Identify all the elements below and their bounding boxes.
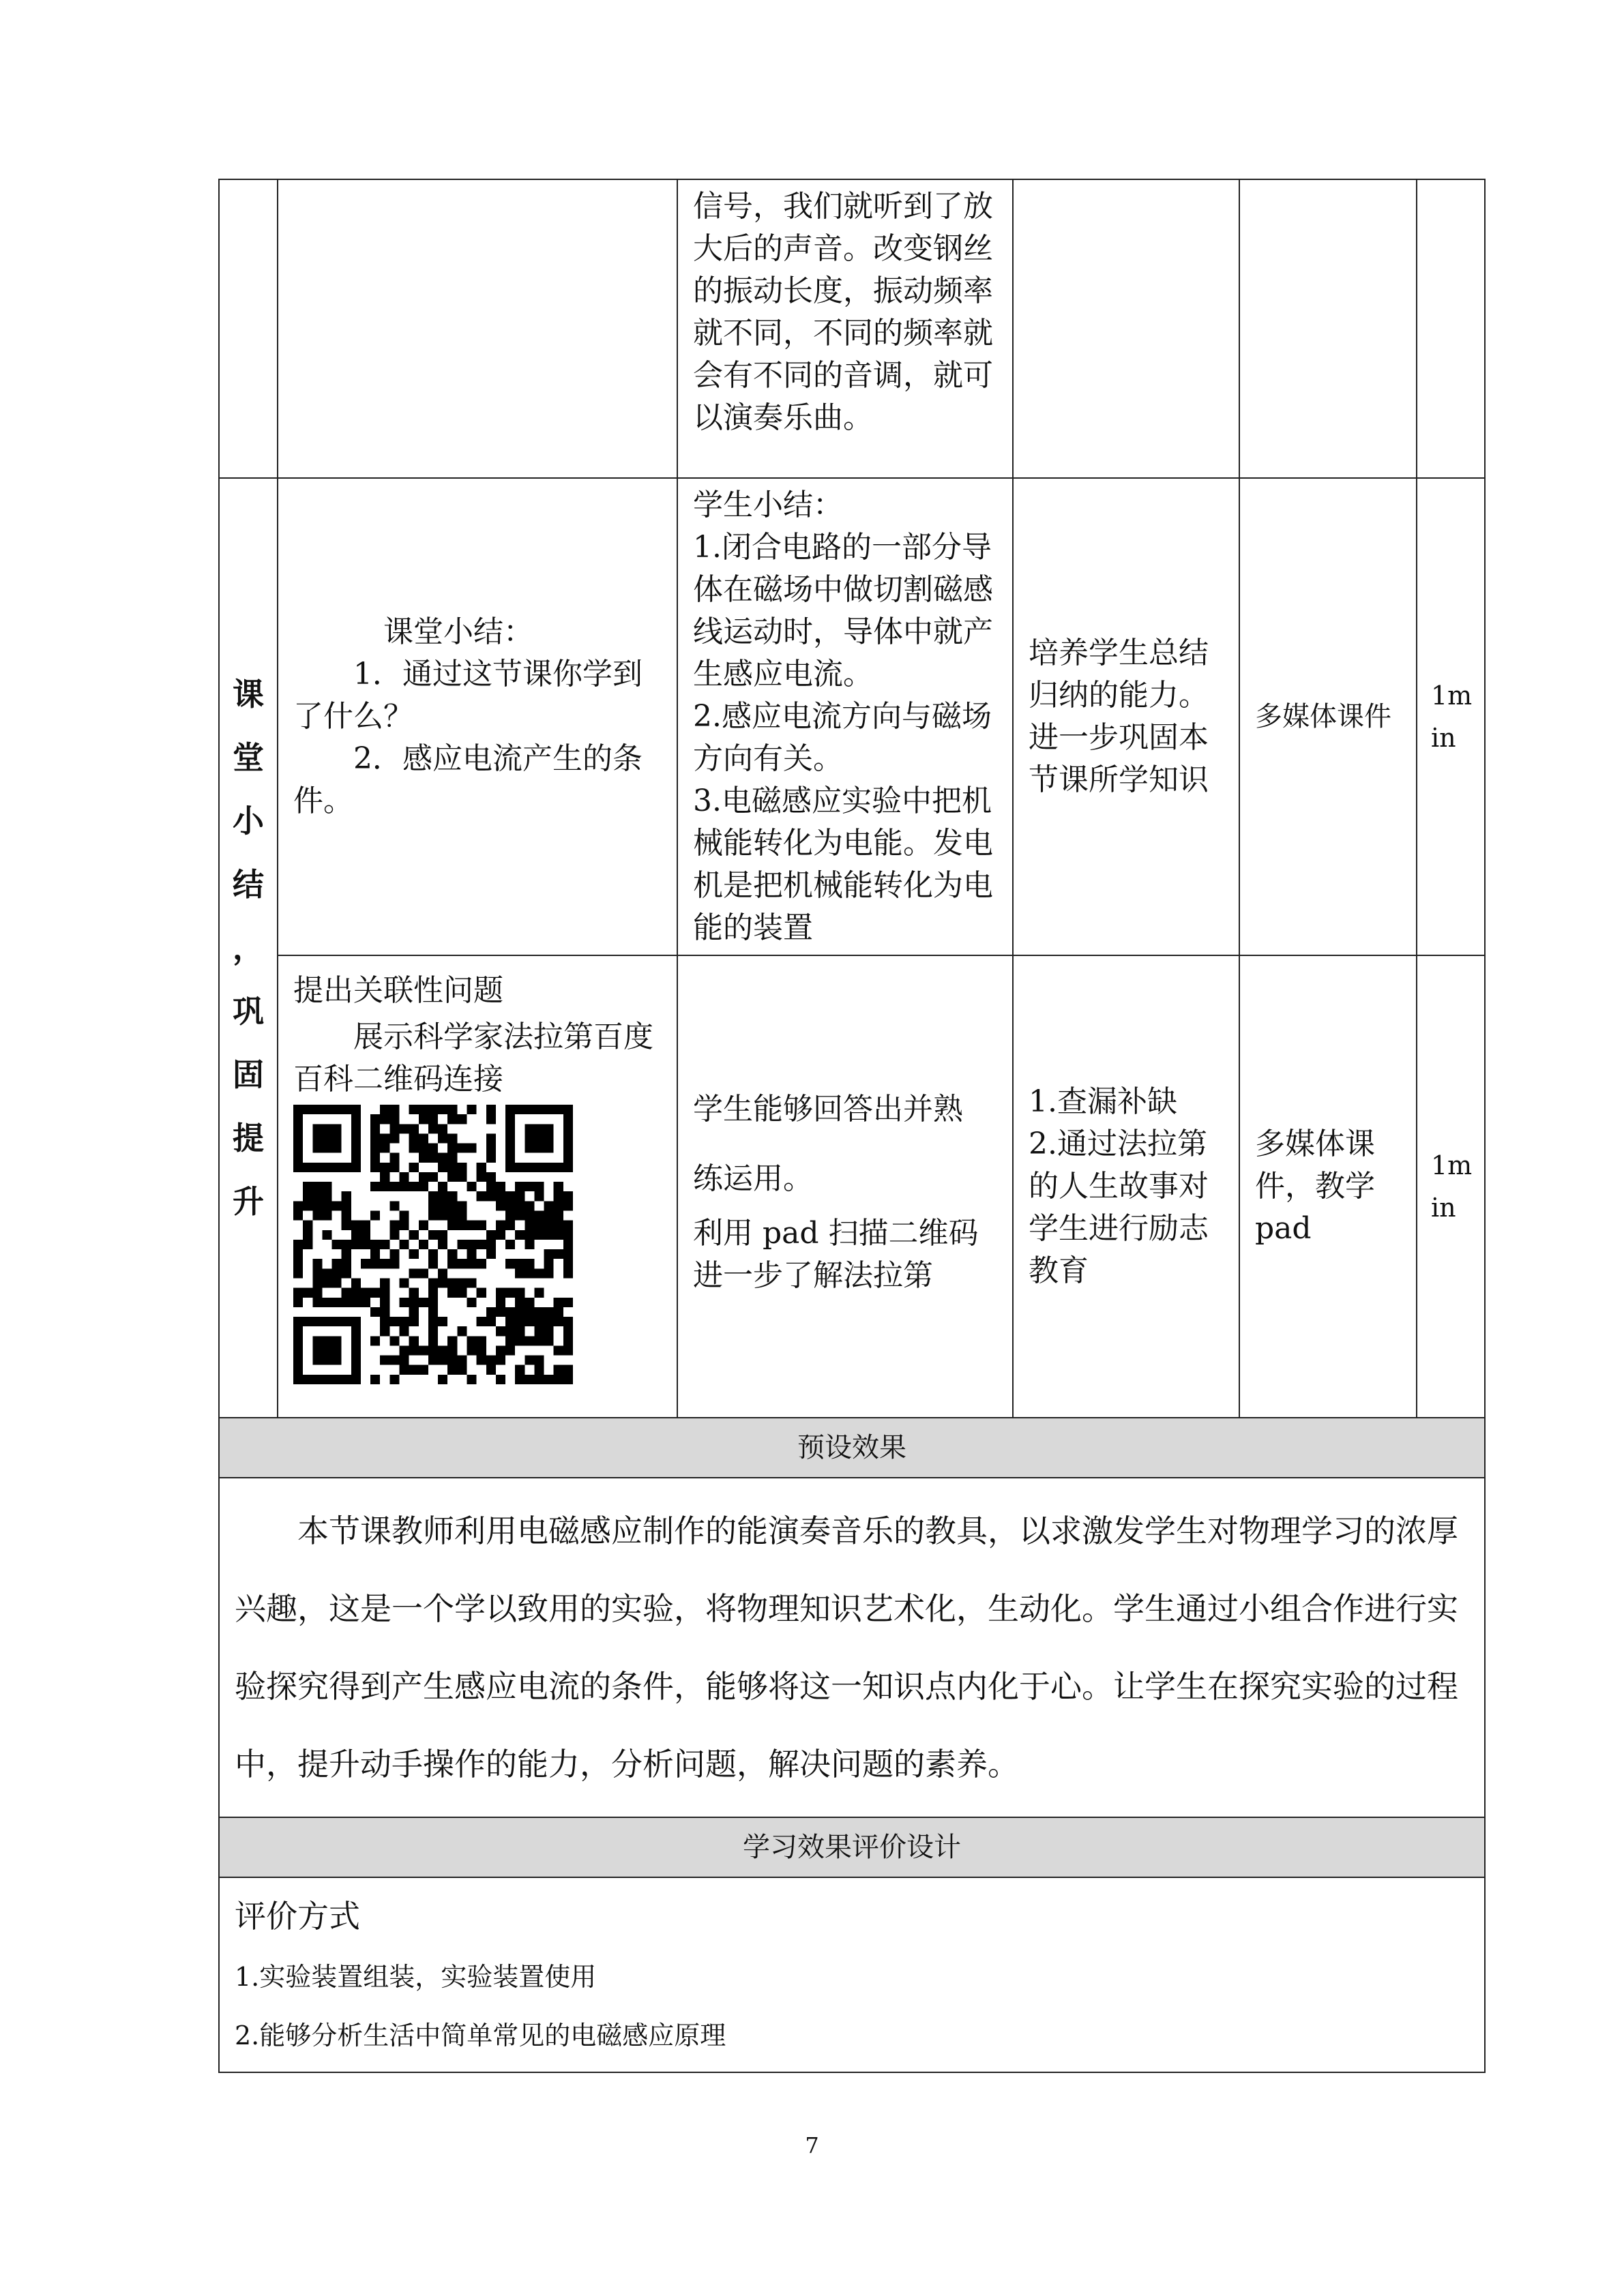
teacher-activity-cell	[278, 478, 677, 955]
intent-cell-empty	[1013, 179, 1239, 478]
evaluation-cell	[219, 1877, 1485, 2072]
preset-effect-text: 本节课教师利用电磁感应制作的能演奏音乐的教具，以求激发学生对物理学习的浓厚兴趣，这是一个学以致用的实验，将物理知识艺术化，生动化。学生通过小组合作进行实验探究得到产生感应电流的条件，能够将这一知识点内化于心。让学生在探究实验的过程中，提升动手操作的能力，分析问题，解决问题的素养。	[235, 1512, 1458, 1783]
summary-title: 课堂小结：	[383, 614, 533, 649]
student-answer-line-3: 利用 pad 扫描二维码进一步了解法拉第	[693, 1216, 979, 1293]
time-cell	[1417, 955, 1485, 1418]
teacher-activity-cell	[278, 955, 677, 1418]
student-activity-text: 信号，我们就听到了放大后的声音。改变钢丝的振动长度，振动频率就不同，不同的频率就会有不同的音调，就可以演奏乐曲。	[693, 189, 993, 435]
evaluation-item-2: 2.能够分析生活中简单常见的电磁感应原理	[235, 2021, 726, 2051]
student-summary-title: 学生小结：	[693, 488, 843, 522]
qr-code-icon	[293, 1105, 573, 1384]
intent-item-1: 1.查漏补缺	[1029, 1084, 1177, 1119]
media-cell	[1239, 478, 1417, 955]
intent-item-2: 2.通过法拉第的人生故事对学生进行励志教育	[1029, 1127, 1209, 1288]
stage-char: 课	[233, 675, 264, 713]
time-cell	[1417, 478, 1485, 955]
question-title: 提出关联性问题	[293, 973, 503, 1008]
preset-effect-header: 预设效果	[219, 1418, 1485, 1478]
student-summary-item-1: 1.闭合电路的一部分导体在磁场中做切割磁感线运动时，导体中就产生感应电流。	[693, 530, 993, 691]
table-row-header	[219, 1817, 1485, 1877]
evaluation-header: 学习效果评价设计	[219, 1817, 1485, 1877]
design-intent-cell	[1013, 478, 1239, 955]
stage-char: 小	[233, 802, 264, 839]
student-answer-line-2: 练运用。	[693, 1161, 813, 1196]
table-row-question	[219, 955, 1485, 1418]
student-summary-item-2: 2.感应电流方向与磁场方向有关。	[693, 699, 992, 776]
media-cell-empty	[1239, 179, 1417, 478]
design-intent-cell	[1013, 955, 1239, 1418]
stage-char: 结	[233, 865, 264, 903]
student-answer-line-1: 学生能够回答出并熟	[693, 1092, 963, 1127]
stage-cell-empty	[219, 179, 278, 478]
summary-question-1: 1．通过这节课你学到了什么？	[293, 657, 643, 734]
preset-effect-cell	[219, 1478, 1485, 1817]
student-activity-cell	[677, 179, 1013, 478]
student-activity-cell	[677, 478, 1013, 955]
lesson-plan-table	[218, 179, 1486, 2073]
teacher-cell-empty	[278, 179, 677, 478]
question-text: 展示科学家法拉第百度百科二维码连接	[293, 1019, 653, 1097]
stage-char: 堂	[233, 739, 264, 776]
table-row-header	[219, 1418, 1485, 1478]
media-text: 多媒体课件	[1255, 701, 1391, 732]
evaluation-item-1: 1.实验装置组装，实验装置使用	[235, 1962, 597, 1992]
stage-char: 升	[233, 1182, 264, 1220]
time-cell-empty	[1417, 179, 1485, 478]
page-number: 7	[805, 2132, 819, 2158]
media-text: 多媒体课件，教学 pad	[1255, 1127, 1375, 1246]
stage-char: 提	[233, 1119, 264, 1157]
evaluation-title: 评价方式	[235, 1898, 360, 1935]
time-text: 1min	[1431, 1150, 1473, 1223]
stage-char: 固	[233, 1056, 264, 1093]
stage-label	[220, 663, 277, 1234]
table-row-continuation	[219, 179, 1485, 478]
design-intent-text: 培养学生总结归纳的能力。进一步巩固本节课所学知识	[1029, 636, 1209, 797]
table-row-evaluation	[219, 1877, 1485, 2072]
stage-char: ，	[233, 929, 264, 966]
student-summary-item-3: 3.电磁感应实验中把机械能转化为电能。发电机是把机械能转化为电能的装置	[693, 784, 993, 945]
time-text: 1min	[1431, 681, 1473, 753]
table-row-preset-effect	[219, 1478, 1485, 1817]
summary-question-2: 2．感应电流产生的条件。	[293, 741, 643, 818]
media-cell	[1239, 955, 1417, 1418]
stage-char: 巩	[233, 992, 264, 1030]
table-row-summary	[219, 478, 1485, 955]
student-activity-cell	[677, 955, 1013, 1418]
stage-label-cell	[219, 478, 278, 1418]
